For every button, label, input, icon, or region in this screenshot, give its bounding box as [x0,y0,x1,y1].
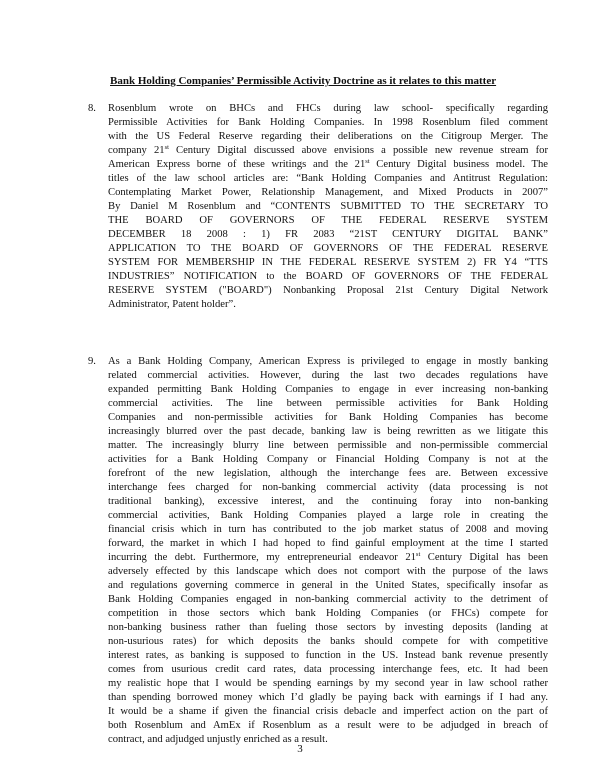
text-line: adversely effected by this landscape which does not comport with the purpose of the laws [108,566,548,577]
text-line: interest rates, as banking is supposed to function in the US. Instead bank revenue presently [108,650,548,661]
text-line: increasingly blurred over the past decade, banking law is being rewritten as we litigate this [108,426,548,437]
text-line: Contemplating Market Power, Relationship Management, and Mixed Products in 2007” [108,187,548,198]
text-line: forward, the market in which I had hoped to find gainful employment at the time I started [108,538,548,549]
text-line: non-banking business rather than fueling those sectors by investing deposits (landing at [108,622,548,633]
text-line: forefront of the new legislation, although the interchange fees are. Between excessive [108,468,548,479]
paragraph-body [108,102,548,312]
text-line: commercial activities. The line between permissible activities for Bank Holding [108,398,548,409]
text-line: traditional banking), excessive interest, and the continuing foray into non-banking [108,496,548,507]
ordinal-superscript: st [415,551,421,558]
text-line: expanded permitting Bank Holding Companies to engage in ever increasing non-banking [108,384,548,395]
text-line: RESERVE SYSTEM ("BOARD") Nonbanking Proposal 21st Century Digital Network [108,285,548,296]
text-line: incurring the debt. Furthermore, my entrepreneurial endeavor 21st Century Digital has been [108,551,548,563]
text-line: DECEMBER 18 2008 : 1) FR 2083 “21ST CENTURY DIGITAL BANK” [108,229,548,240]
paragraph-number: 8. [88,103,96,114]
text-line: Bank Holding Companies engaged in non-banking commercial activity to the detriment of [108,594,548,605]
text-line: with the US Federal Reserve regarding their deliberations on the Citigroup Merger. The [108,131,548,142]
text-line: SYSTEM FOR MEMBERSHIP IN THE FEDERAL RESERVE SYSTEM 2) FR Y4 “TTS [108,257,548,268]
paragraph-body [108,355,548,747]
text-line: activities for a Bank Holding Company or Financial Holding Company is not at the [108,454,548,465]
text-line: Administrator, Patent holder”. [108,299,236,310]
text-line: comes from usurious credit card rates, data processing interchange fees, etc. It had been [108,664,548,675]
text-line: Companies and non-permissible activities for Bank Holding Companies has become [108,412,548,423]
text-line: commercial activities, Bank Holding Companies played a large role in creating the [108,510,548,521]
text-line: my realistic hope that I would be spending earnings by my second year in law school rather [108,678,548,689]
text-line: INDUSTRIES” NOTIFICATION to the BOARD OF GOVERNORS OF THE FEDERAL [108,271,548,282]
ordinal-superscript: st [365,158,370,165]
text-line: THE BOARD OF GOVERNORS OF THE FEDERAL RESERVE SYSTEM [108,215,548,226]
text-line: company 21st Century Digital discussed above envisions a possible new revenue stream for [108,144,548,156]
text-line: than spending borrowed money which I’d gladly be paying back with earnings if I had any. [108,692,548,703]
text-line: titles of the law school articles are: “Bank Holding Companies and Antitrust Regulation: [108,173,548,184]
text-line: related commercial activities. However, during the last two decades regulations have [108,370,548,381]
text-line: both Rosenblum and AmEx if Rosenblum as a result were to be adjudged in breach of [108,720,548,731]
text-line: competition in those sectors which bank Holding Companies (or FHCs) compete for [108,608,548,619]
text-line: American Express borne of these writings and the 21st Century Digital business model. The [108,158,548,170]
paragraph-number: 9. [88,356,96,367]
text-line: non-usurious rates) for which deposits the banks should compete for with competitive [108,636,548,647]
text-line: financial crisis which in turn has contributed to the job market status of 2008 and moving [108,524,548,535]
text-line: By Daniel M Rosenblum and “CONTENTS SUBMITTED TO THE SECRETARY TO [108,201,548,212]
text-line: It would be a shame if given the financial crisis debacle and imperfect action on the part of [108,706,548,717]
section-heading: Bank Holding Companies’ Permissible Activity Doctrine as it relates to this matter [110,75,497,87]
text-line: interchange fees charged for non-banking commercial activity (data processing is not [108,482,548,493]
text-line: Permissible Activities for Bank Holding Companies. In 1998 Rosenblum filed comment [108,117,548,128]
text-line: and regulations governing commerce in general in the United States, specifically insofar as [108,580,548,591]
text-line: contract, and adjudged unjustly enriched as a result. [108,734,328,745]
text-line: Rosenblum wrote on BHCs and FHCs during law school- specifically regarding [108,103,548,114]
page-number: 3 [297,743,303,755]
text-line: matter. The increasingly blurry line between permissible and non-permissible commercial [108,440,548,451]
text-line: As a Bank Holding Company, American Express is privileged to engage in mostly banking [108,356,548,367]
ordinal-superscript: st [164,144,169,151]
text-line: APPLICATION TO THE BOARD OF GOVERNORS OF THE FEDERAL RESERVE [108,243,548,254]
